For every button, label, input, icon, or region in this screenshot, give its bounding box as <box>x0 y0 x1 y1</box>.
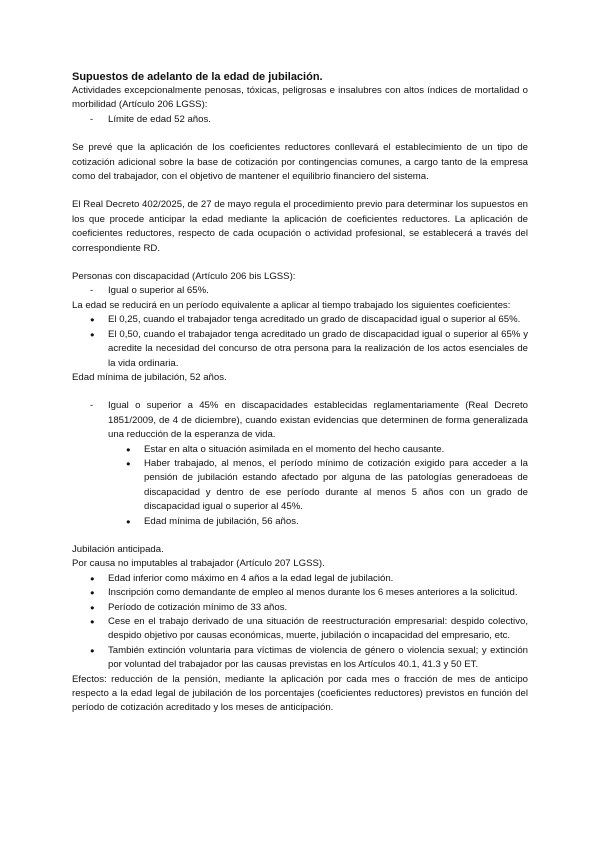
sec2-requisitos-list <box>72 443 528 529</box>
sec1-intro: Actividades excepcionalmente penosas, tóxicas, peligrosas e insalubres con altos índices de mortalidad o morbilidad (Artículo 206 LGSS): <box>72 85 528 111</box>
paragraph-cotizacion: Se prevé que la aplicación de los coeficientes reductores conllevará el establecimiento de un tipo de cotización adicional sobre la base de cotización por contingencias comunes, a cargo tanto de la empresa como del trabajador, con el objetivo de mantener el equilibrio financiero del sistema. <box>72 142 528 183</box>
sec2-dash-item-2: - Igual o superior a 45% en discapacidades establecidas reglamentariamente (Real Decreto 1851/2009, de 4 de diciembre), cuando existan evidencias que determinen de forma generalizada una reducción de la esperanza de vida. <box>72 399 528 442</box>
document-body <box>72 70 528 716</box>
document-title: Supuestos de adelanto de la edad de jubilación. <box>72 71 323 83</box>
sec1-dash-item: - Límite de edad 52 años. <box>72 113 528 127</box>
sec2-intro: Personas con discapacidad (Artículo 206 bis LGSS): <box>72 271 296 283</box>
sec3-requisitos-list <box>72 572 528 673</box>
sec3-heading: Jubilación anticipada. <box>72 543 164 555</box>
list-item: ● Estar en alta o situación asimilada en el momento del hecho causante. <box>144 443 528 457</box>
sec3-intro: Por causa no imputables al trabajador (Artículo 207 LGSS). <box>72 558 325 570</box>
list-item: ● El 0,50, cuando el trabajador tenga acreditado un grado de discapacidad igual o superior al 65% y acredite la necesidad del concurso de otra persona para la realización de los actos esenciales de la vida ordinaria. <box>108 328 528 371</box>
list-item: ● Inscripción como demandante de empleo al menos durante los 6 meses anteriores a la solicitud. <box>108 586 528 600</box>
sec2-dash-list-2 <box>72 399 528 442</box>
sec2-dash-list-1 <box>72 284 528 298</box>
list-item: ● Cese en el trabajo derivado de una situación de reestructuración empresarial: despido colectivo, despido objetivo por causas económicas, muerte, jubilación o incapacidad del empresario, etc. <box>108 615 528 644</box>
list-item: ● También extinción voluntaria para víctimas de violencia de género o violencia sexual; y extinción por voluntad del trabajador por las causas previstas en los Artículos 40.1, 41.3 y 50 ET. <box>108 644 528 673</box>
sec1-dash-list <box>72 113 528 127</box>
list-item: ● El 0,25, cuando el trabajador tenga acreditado un grado de discapacidad igual o superior al 65%. <box>108 313 528 327</box>
sec2-coeficientes-list <box>72 313 528 371</box>
list-item: ● Período de cotización mínimo de 33 años. <box>108 601 528 615</box>
sec2-dash-item-1: - Igual o superior al 65%. <box>72 284 528 298</box>
list-item: ● Edad inferior como máximo en 4 años a la edad legal de jubilación. <box>108 572 528 586</box>
paragraph-real-decreto: El Real Decreto 402/2025, de 27 de mayo regula el procedimiento previo para determinar los supuestos en los que procede anticipar la edad mediante la aplicación de coeficientes reductores. La aplicación de coeficientes reductores, respecto de cada ocupación o actividad profesional, se establecerá a través del correspondiente RD. <box>72 199 528 254</box>
sec3-efectos: Efectos: reducción de la pensión, mediante la aplicación por cada mes o fracción de mes de anticipo respecto a la edad legal de jubilación de los porcentajes (coeficientes reductores) previstos en función del período de cotización acreditado y los meses de anticipación. <box>72 673 528 714</box>
list-item: ● Haber trabajado, al menos, el período mínimo de cotización exigido para acceder a la pensión de jubilación estando afectado por alguna de las patologías generadoeas de discapacidad y dentro de ese período durante al menos 5 años con un grado de discapacidad igual o superior al 45%. <box>144 457 528 515</box>
sec2-edad-minima: Edad mínima de jubilación, 52 años. <box>72 371 227 383</box>
sec2-edad-reducira: La edad se reducirá en un período equivalente a aplicar al tiempo trabajado los siguientes coeficientes: <box>72 299 511 311</box>
list-item: ● Edad mínima de jubilación, 56 años. <box>144 515 528 529</box>
